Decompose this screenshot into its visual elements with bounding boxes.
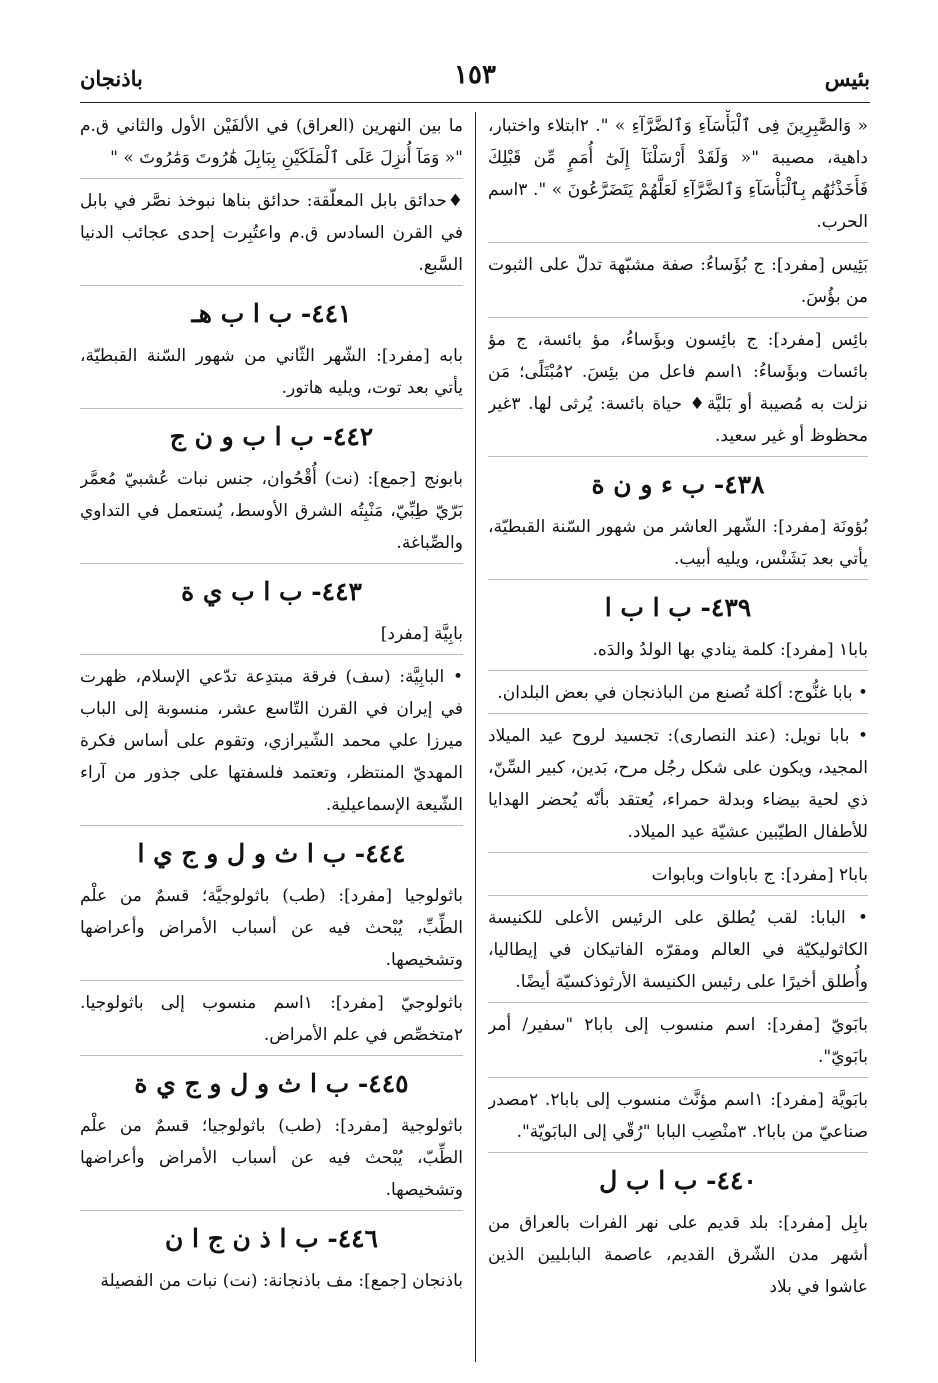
entry-text: بابِيَّة [مفرد] — [80, 618, 463, 655]
entry-text: ما بين النهرين (العراق) في الألفَيْن الأول والثاني ق.م "« وَمَآ أُنزِلَ عَلَى ٱلْمَلَكَيْنِ بِبَابِلَ هَٰرُوتَ وَمَٰرُوتَ » " — [80, 110, 463, 179]
entry-text: بابَويّ [مفرد]: اسم منسوب إلى بابا٢ "سفير/ أمر بابَويّ". — [488, 1009, 868, 1078]
entry-text: « وَالصَّٰبِرِينَ فِى ٱلْبَأْسَآءِ وَٱلضَّرَّآءِ » ". ٢ابتلاء واختبار، داهية، مصيبة "« وَلَقَدْ أَرْسَلْنَآ إِلَىٰٓ أُمَمٍ مِّن قَبْلِكَ فَأَخَذْنَٰهُم بِٱلْبَأْسَآءِ وَٱلضَّرَّآءِ لَعَلَّهُمْ يَتَضَرَّعُونَ » ". ٣اسم الحرب. — [488, 110, 868, 243]
entry-text: بابونج [جمع]: (نت) أُقْحُوان، جنس نبات عُشبيّ مُعمَّر بَرّيّ طِبِّيّ، مَنْبِتُه الشرق الأوسط، يُستعمل في التداوي والصِّباغة. — [80, 463, 463, 564]
root-heading: ٤٣٨- ب ء و ن ة — [591, 470, 765, 499]
entry-text: بائِس [مفرد]: ج بائِسون وبؤَساءُ، مؤ بائسة، ج مؤ بائسات وبؤَساءُ: ١اسم فاعل من بئِسَ. ٢مُبْتَلًى؛ مَن نزلت به مُصيبة أو بَليَّة♦ حياة بائسة: يُرثى لها. ٣غير محظوظ أو غير سعيد. — [488, 324, 868, 457]
column-divider — [475, 112, 476, 1362]
root-heading: ٤٣٩- ب ا ب ا — [604, 593, 752, 622]
root-heading: ٤٤٦- ب ا ذ ن ج ا ن — [164, 1224, 378, 1253]
root-heading: ٤٤٠- ب ا ب ل — [599, 1166, 757, 1195]
root-heading: ٤٤٥- ب ا ث و ل و ج ي ة — [134, 1069, 409, 1098]
left-column — [80, 110, 463, 1360]
entry-text: • البابا: لقب يُطلق على الرئيس الأعلى للكنيسة الكاثوليكيّة في العالم ومقرّه الفاتيكان في إيطاليا، وأُطلق أخيرًا على رئيس الكنيسة الأرثوذكسيّة أيضًا. — [488, 902, 868, 1003]
root-heading: ٤٤٤- ب ا ث و ل و ج ي ا — [137, 839, 406, 868]
header-guide-word-left: باذنجان — [80, 66, 143, 91]
entry-text: بَئِيس [مفرد]: ج بُؤَساءُ: صفة مشبّهة تدلّ على الثبوت من بؤُسَ. — [488, 249, 868, 318]
root-heading: ٤٤٢- ب ا ب و ن ج — [169, 422, 374, 451]
entry-text: بابَويَّة [مفرد]: ١اسم مؤنَّث منسوب إلى بابا٢. ٢مصدر صناعيّ من بابا٢. ٣منْصِب البابا "رُقّي إلى البابَويّة". — [488, 1084, 868, 1153]
entry-text: ♦حدائق بابل المعلّقة: حدائق بناها نبوخذ نصَّر في بابل في القرن السادس ق.م واعتُبِرت إحدى عجائب الدنيا السَّبع. — [80, 185, 463, 286]
entry-text: باثولوجية [مفرد]: (طب) باثولوجيا؛ قسمٌ من علْم الطِّبّ، يُبْحث فيه عن أسباب الأمراض وأعراضها وتشخيصها. — [80, 1110, 463, 1211]
right-column — [488, 110, 868, 1360]
entry-text: بابِل [مفرد]: بلد قديم على نهر الفرات بالعراق من أشهر مدن الشّرق القديم، عاصمة البابليين الذين عاشوا في بلاد — [488, 1213, 868, 1297]
header-guide-word-right: بئيس — [824, 66, 870, 91]
entry-text: بابا١ [مفرد]: كلمة ينادي بها الولدُ والدَه. — [488, 634, 868, 671]
entry-text: باذنجان [جمع]: مف باذنجانة: (نت) نبات من الفصيلة — [100, 1271, 463, 1291]
entry-text: • بابا غنُّوج: أكلة تُصنع من الباذنجان في بعض البلدان. — [488, 677, 868, 714]
page-header — [80, 58, 870, 103]
entry-text: باثولوجيّ [مفرد]: ١اسم منسوب إلى باثولوجيا. ٢متخصِّص في علم الأمراض. — [80, 987, 463, 1056]
root-heading: ٤٤١- ب ا ب هـ — [191, 299, 352, 328]
root-heading: ٤٤٣- ب ا ب ي ة — [181, 577, 362, 606]
entry-text: • بابا نويل: (عند النصارى): تجسيد لروح عيد الميلاد المجيد، ويكون على شكل رجُل مرح، بَدين، كبير السِّنّ، ذي لحية بيضاء وبدلة حمراء، يُعتقد بأنّه يُحضر الهدايا للأطفال الطيّبين عشيّة عيد الميلاد. — [488, 720, 868, 853]
entry-text: • البابِيَّة: (سف) فرقة مبتدِعة تدّعي الإسلام، ظهرت في إيران في القرن التّاسع عشر، منسوبة إلى الباب ميرزا علي محمد الشّيرازي، وتقوم على أساس فكرة المهديّ المنتظر، وتعتمد فلسفتها على جذور من آراء الشّيعة الإسماعيلية. — [80, 661, 463, 826]
page-number: ١٥٣ — [454, 60, 496, 90]
entry-text: بابا٢ [مفرد]: ج باباوات وبابوات — [488, 859, 868, 896]
entry-text: بُؤونَة [مفرد]: الشّهر العاشر من شهور السّنة القبطيّة، يأتي بعد بَشَنْس، ويليه أبيب. — [488, 511, 868, 580]
entry-text: باثولوجيا [مفرد]: (طب) باثولوجيَّة؛ قسمٌ من علْم الطِّبِّ، يُبْحث فيه عن أسباب الأمراض وأعراضها وتشخيصها. — [80, 880, 463, 981]
entry-text: بابه [مفرد]: الشّهر الثّاني من شهور السّنة القبطيّة، يأتي بعد توت، ويليه هاتور. — [80, 340, 463, 409]
